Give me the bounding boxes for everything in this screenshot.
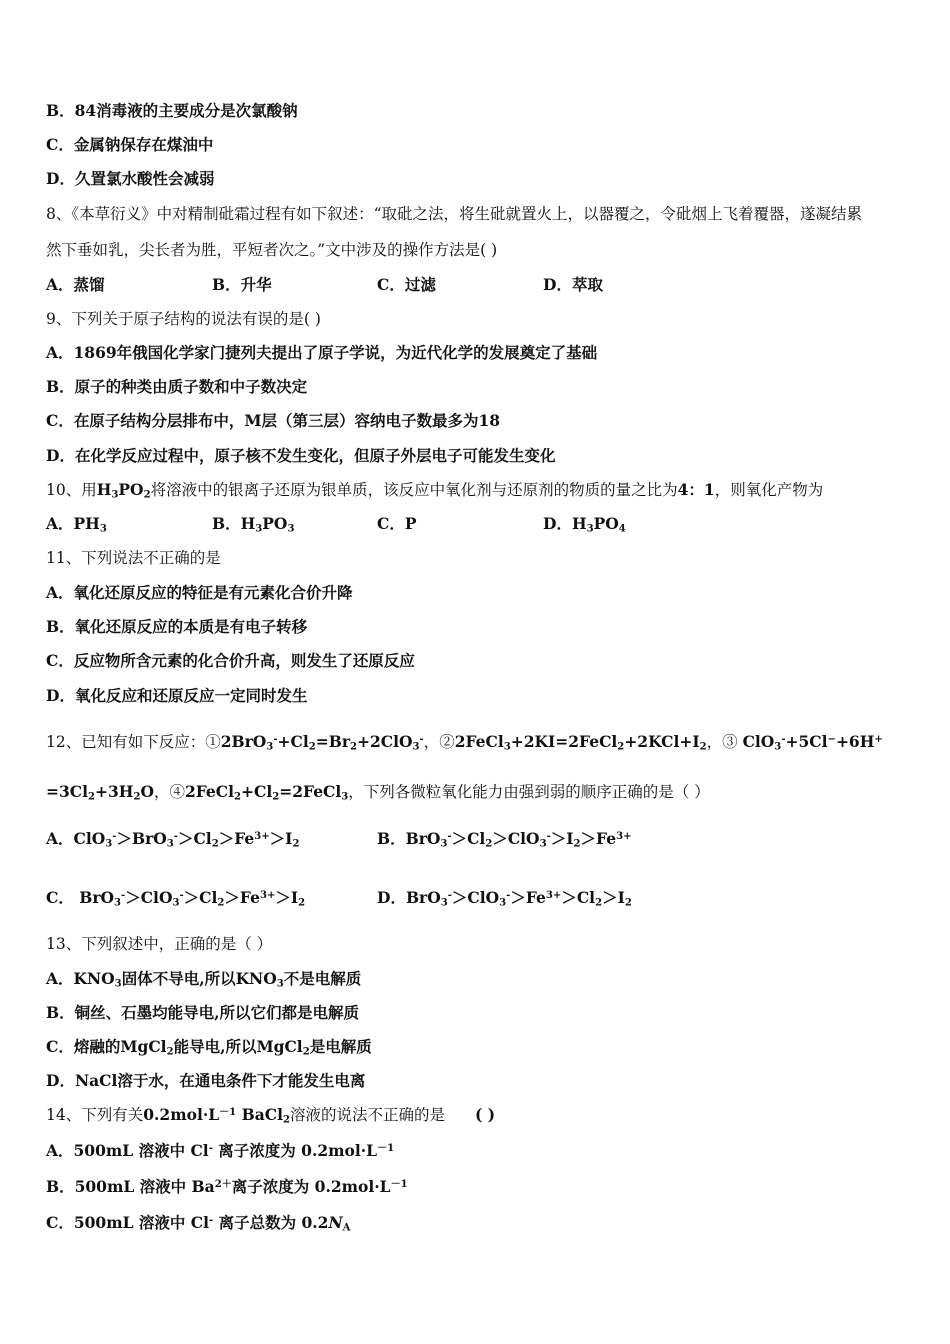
q12-option-d: D．$BrO_3^->ClO_3^->Fe^{3+}>Cl_2>I_2$ xyxy=(377,888,632,909)
q11-option-a: A．氧化还原反应的特征是有元素化合价升降 xyxy=(46,583,353,602)
q10-option-b: B．$H_3PO_3$ xyxy=(212,514,295,535)
q13-option-c: C．熔融的MgCl$_2$能导电,所以MgCl$_2$是电解质 xyxy=(46,1037,372,1058)
q10-option-d: D．$H_3PO_4$ xyxy=(543,514,626,535)
q12-stem-line1: 12、已知有如下反应：$①2BrO_3^-+Cl_2=Br_2+2ClO_3^-$，$②2FeCl_3+2KI=2FeCl_2+2KCl+I_2$，③ ClO$_3$-+5Cl−+6H+ xyxy=(46,732,883,753)
q10-options xyxy=(46,513,910,535)
q7-option-c: C．金属钠保存在煤油中 xyxy=(46,135,214,154)
q7-option-d: D．久置氯水酸性会减弱 xyxy=(46,169,215,188)
q14-option-a: A．500mL 溶液中 Cl- 离子浓度为 $0.2mol\cdot L^{-1}$ xyxy=(46,1141,395,1160)
q8-stem-line2: 然下垂如乳，尖长者为胜，平短者次之。”文中涉及的操作方法是( ) xyxy=(46,241,498,259)
q10-stem: 10、用$H_3PO_2$将溶液中的银离子还原为银单质，该反应中氧化剂与还原剂的物质的量之比为4：1，则氧化产物为 xyxy=(46,480,824,501)
q11-option-d: D．氧化反应和还原反应一定同时发生 xyxy=(46,686,308,705)
q12-stem-line2: $=3Cl_2+3H_2O$，$④2FeCl_2+Cl_2=2FeCl_3$，下列各微粒氧化能力由强到弱的顺序正确的是（ ） xyxy=(46,782,710,803)
q12-option-a: A．$ClO_3^->BrO_3^->Cl_2>Fe^{3+}>I_2$ xyxy=(46,829,300,850)
q12-options-ab xyxy=(46,828,910,850)
q8-option-a: A．蒸馏 xyxy=(46,275,105,294)
q8-options xyxy=(46,274,910,296)
q10-option-a: A．$PH_3$ xyxy=(46,514,107,535)
q14-option-c: C．500mL 溶液中 Cl- 离子总数为 $0.2N_A$ xyxy=(46,1213,351,1234)
q14-stem: 14、下列有关$0.2mol\cdot L^{-1}$ BaCl$_2$溶液的说法不正确的是 ( ) xyxy=(46,1105,496,1126)
q13-option-a: A．$KNO_3$固体不导电,所以$KNO_3$不是电解质 xyxy=(46,969,362,990)
q11-option-b: B．氧化还原反应的本质是有电子转移 xyxy=(46,617,308,636)
q9-stem: 9、下列关于原子结构的说法有误的是( ) xyxy=(46,310,321,328)
q12-options-cd xyxy=(46,887,910,909)
q8-option-b: B．升华 xyxy=(212,275,272,294)
q10-option-c: C．P xyxy=(377,514,417,533)
q9-option-d: D．在化学反应过程中，原子核不发生变化，但原子外层电子可能发生变化 xyxy=(46,446,556,465)
q12-option-b: B．$BrO_3^->Cl_2>ClO_3^->I_2>Fe^{3+}$ xyxy=(377,829,632,850)
q14-option-b: B．500mL 溶液中 $Ba^{2+}$离子浓度为 $0.2mol\cdot L^{-1}$ xyxy=(46,1177,408,1196)
q8-stem-line1: 8、《本草衍义》中对精制砒霜过程有如下叙述：“取砒之法，将生砒就置火上，以器覆之，令砒烟上飞着覆器，遂凝结累 xyxy=(46,205,863,223)
q9-option-a: A．1869年俄国化学家门捷列夫提出了原子学说，为近代化学的发展奠定了基础 xyxy=(46,343,598,362)
q7-option-b: B．84消毒液的主要成分是次氯酸钠 xyxy=(46,101,298,120)
q11-option-c: C．反应物所含元素的化合价升高，则发生了还原反应 xyxy=(46,651,415,670)
q13-option-d: D．NaCl溶于水，在通电条件下才能发生电离 xyxy=(46,1071,366,1090)
q13-stem: 13、下列叙述中，正确的是（ ） xyxy=(46,935,273,953)
q9-option-b: B．原子的种类由质子数和中子数决定 xyxy=(46,377,308,396)
q13-option-b: B．铜丝、石墨均能导电,所以它们都是电解质 xyxy=(46,1003,359,1022)
q8-option-d: D．萃取 xyxy=(543,275,603,294)
q9-option-c: C．在原子结构分层排布中，M层（第三层）容纳电子数最多为18 xyxy=(46,411,501,430)
q12-option-c: C． $BrO_3^->ClO_3^->Cl_2>Fe^{3+}>I_2$ xyxy=(46,888,306,909)
q11-stem: 11、下列说法不正确的是 xyxy=(46,549,221,567)
q8-option-c: C．过滤 xyxy=(377,275,436,294)
